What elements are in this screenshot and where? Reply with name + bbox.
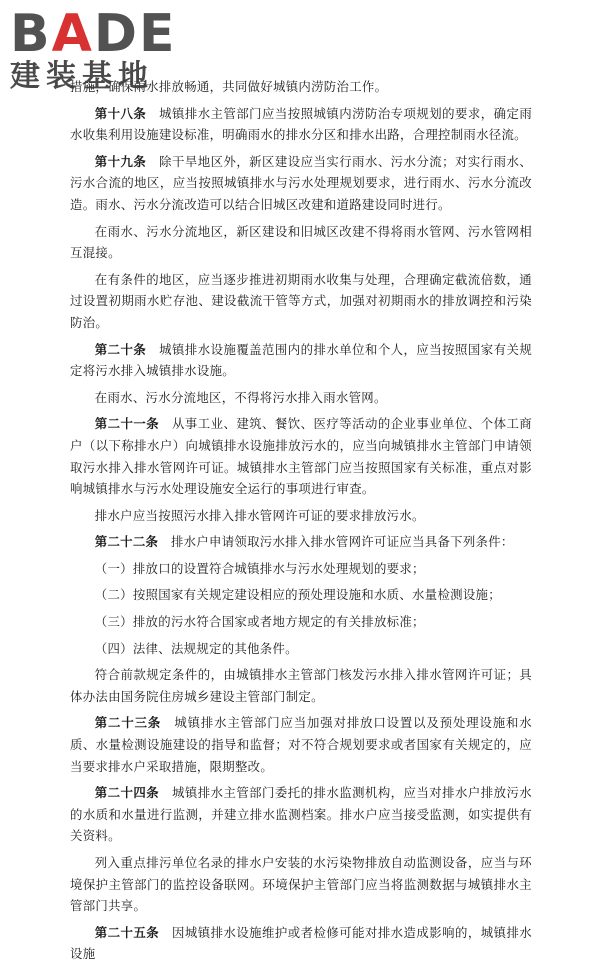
body-paragraph <box>70 269 532 334</box>
article-number: 第十八条 <box>94 105 147 121</box>
paragraph-text: （二）按照国家有关规定建设相应的预处理设施和水质、水量检测设施； <box>94 587 501 603</box>
paragraph-text: 在雨水、污水分流地区，新区建设和旧城区改建不得将雨水管网、污水管网相互混接。 <box>70 223 532 261</box>
body-paragraph <box>70 76 532 98</box>
paragraph-text: 从事工业、建筑、餐饮、医疗等活动的企业事业单位、个体工商户（以下称排水户）向城镇排水设施排放污水的，应当向城镇排水主管部门申请领取污水排入排水管网许可证。城镇排水主管部门应当按照国家有关标准，重点对影响城镇排水与污水处理设施安全运行的事项进行审查。 <box>70 416 533 497</box>
article-number: 第二十条 <box>94 341 147 357</box>
body-paragraph <box>70 638 532 660</box>
article-number: 第二十四条 <box>94 785 160 801</box>
article-number: 第二十一条 <box>94 416 160 432</box>
paragraph-text: 排水户应当按照污水排入排水管网许可证的要求排放污水。 <box>94 507 425 523</box>
article-paragraph <box>70 782 532 847</box>
body-paragraph <box>70 584 532 606</box>
body-paragraph <box>70 852 532 917</box>
body-paragraph <box>70 505 532 527</box>
paragraph-text: 城镇排水主管部门应当按照城镇内涝防治专项规划的要求，确定雨水收集利用设施建设标准，明确雨水的排水分区和排水出路，合理控制雨水径流。 <box>70 105 533 143</box>
paragraph-text: 在有条件的地区，应当逐步推进初期雨水收集与处理，合理确定截流倍数，通过设置初期雨水贮存池、建设截流干管等方式，加强对初期雨水的排放调控和污染防治。 <box>70 271 532 330</box>
article-paragraph <box>70 413 532 499</box>
article-number: 第十九条 <box>94 153 147 169</box>
body-paragraph <box>70 221 532 264</box>
paragraph-text: （一）排放口的设置符合城镇排水与污水处理规划的要求； <box>94 560 425 576</box>
article-number: 第二十五条 <box>94 924 160 940</box>
paragraph-text: 措施，确保雨水排放畅通，共同做好城镇内涝防治工作。 <box>70 79 388 94</box>
article-paragraph <box>70 103 532 146</box>
article-paragraph <box>70 339 532 382</box>
paragraph-text: 除干旱地区外，新区建设应当实行雨水、污水分流；对实行雨水、污水合流的地区，应当按照城镇排水与污水处理规划要求，进行雨水、污水分流改造。雨水、污水分流改造可以结合旧城区改建和道路建设同时进行。 <box>70 153 533 212</box>
body-paragraph <box>70 558 532 580</box>
paragraph-text: 符合前款规定条件的，由城镇排水主管部门核发污水排入排水管网许可证；具体办法由国务院住房城乡建设主管部门制定。 <box>70 667 532 704</box>
article-paragraph <box>70 531 532 553</box>
paragraph-text: 城镇排水主管部门应当加强对排放口设置以及预处理设施和水质、水量检测设施建设的指导和监督；对不符合规划要求或者国家有关规定的，应当要求排水户采取措施，限期整改。 <box>70 715 532 774</box>
logo-wordmark: BADE <box>10 4 177 64</box>
body-paragraph <box>70 387 532 409</box>
body-paragraph <box>70 664 532 707</box>
article-paragraph <box>70 151 532 216</box>
paragraph-text: 在雨水、污水分流地区，不得将污水排入雨水管网。 <box>94 389 387 405</box>
article-paragraph <box>70 712 532 777</box>
paragraph-text: 城镇排水设施覆盖范围内的排水单位和个人，应当按照国家有关规定将污水排入城镇排水设施。 <box>70 341 533 379</box>
paragraph-text: 因城镇排水设施维护或者检修可能对排水造成影响的，城镇排水设施 <box>70 924 533 962</box>
body-paragraph <box>70 611 532 633</box>
logo-subtitle: 建装基地 <box>10 59 154 94</box>
document-body <box>70 76 532 965</box>
paragraph-text: 城镇排水主管部门委托的排水监测机构，应当对排水户排放污水的水质和水量进行监测，并建立排水监测档案。排水户应当接受监测，如实提供有关资料。 <box>70 785 533 844</box>
article-number: 第二十三条 <box>94 715 162 731</box>
paragraph-text: 排水户申请领取污水排入排水管网许可证应当具备下列条件： <box>170 534 514 550</box>
article-number: 第二十二条 <box>94 534 159 550</box>
paragraph-text: （四）法律、法规规定的其他条件。 <box>94 640 298 656</box>
paragraph-text: 列入重点排污单位名录的排水户安装的水污染物排放自动监测设备，应当与环境保护主管部门的监控设备联网。环境保护主管部门应当将监测数据与城镇排水主管部门共享。 <box>70 855 532 914</box>
logo-accent-letter: A <box>51 4 94 64</box>
article-paragraph <box>70 922 532 965</box>
paragraph-text: （三）排放的污水符合国家或者地方规定的有关排放标准； <box>94 614 425 630</box>
